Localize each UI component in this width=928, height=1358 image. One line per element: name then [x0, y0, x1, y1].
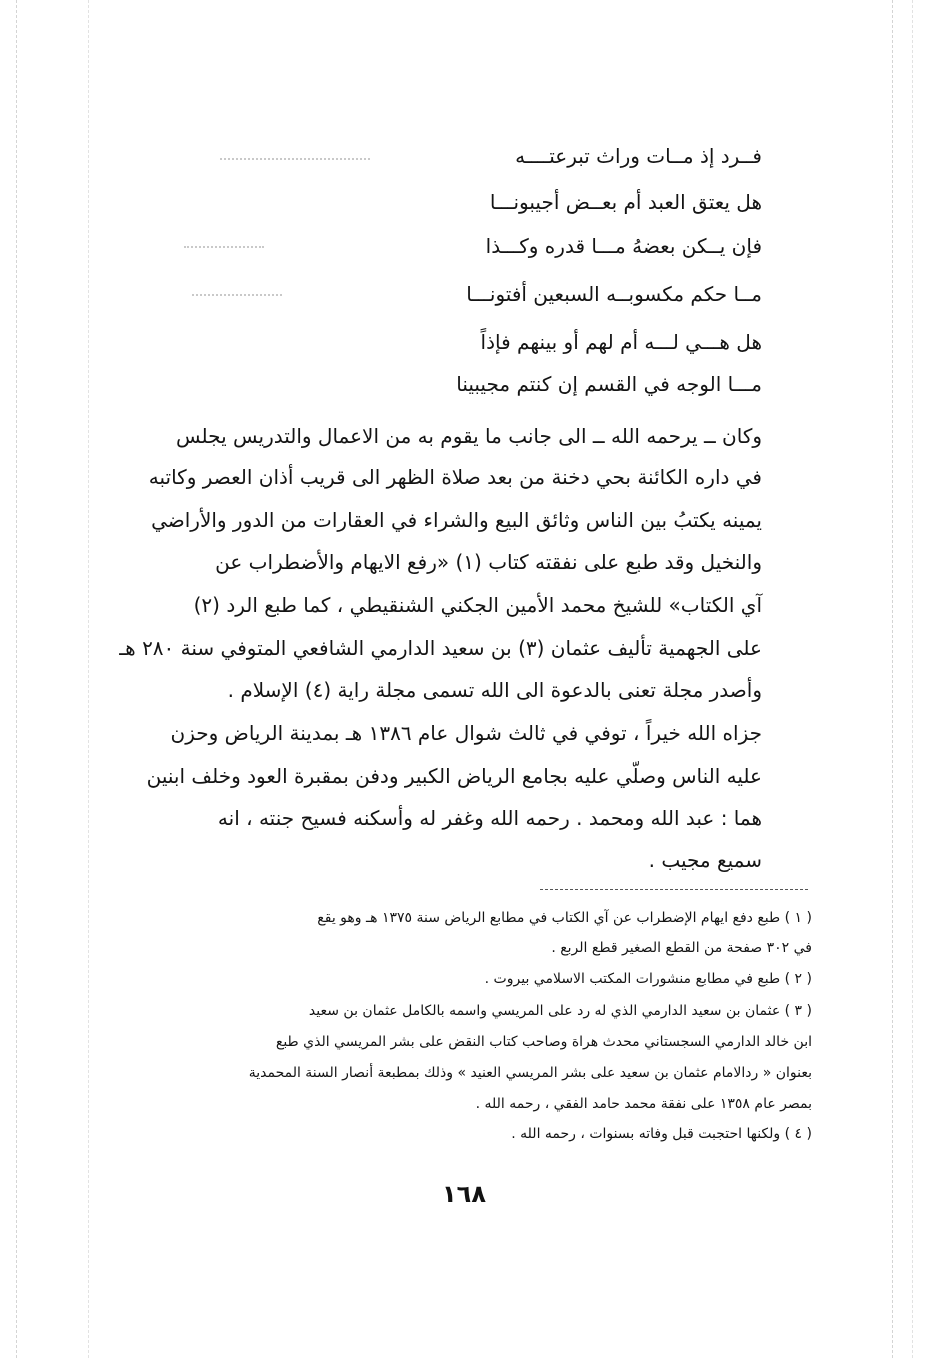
footnote-line: ( ١ ) طبع دفع ايهام الإضطراب عن آي الكتاب في مطابع الرياض سنة ١٣٧٥ هـ وهو يقع	[317, 910, 812, 926]
paragraph-line: في داره الكائنة بحي دخنة من بعد صلاة الظهر الى قريب أذان العصر وكاتبه	[148, 465, 762, 489]
footnote-line: ( ٢ ) طبع في مطابع منشورات المكتب الاسلامي بيروت .	[484, 971, 812, 987]
footnote-line: بعنوان « ردالامام عثمان بن سعيد على بشر المريسي العنيد » وذلك بمطبعة أنصار السنة المحمدية	[248, 1065, 812, 1081]
faded-text-trace	[220, 158, 370, 160]
footnote-line: بمصر عام ١٣٥٨ على نفقة محمد حامد الفقي ، رحمه الله .	[475, 1096, 812, 1112]
poem-line: هل يعتق العبد أم بعــض أجيبونـــا	[489, 190, 762, 214]
paragraph-line: وأصدر مجلة تعنى بالدعوة الى الله تسمى مجلة راية (٤) الإسلام .	[227, 678, 762, 702]
poem-line: فــرد إذ مــات وراث تبرعتــــه	[515, 144, 762, 168]
poem-line: هل هـــي لـــه أم لهم أو بينهم فإذاً	[480, 330, 762, 354]
footnote-line: ( ٣ ) عثمان بن سعيد الدارمي الذي له رد على المريسي واسمه بالكامل عثمان بن سعيد	[308, 1003, 812, 1019]
scan-guide-line	[912, 0, 913, 1358]
paragraph-line: آي الكتاب» للشيخ محمد الأمين الجكني الشنقيطي ، كما طبع الرد (٢)	[193, 593, 762, 617]
page-number: ١٦٨	[442, 1180, 486, 1208]
paragraph-line: على الجهمية تأليف عثمان (٣) بن سعيد الدارمي الشافعي المتوفي سنة ٢٨٠ هـ	[119, 636, 762, 660]
scan-guide-line	[16, 0, 17, 1358]
footnote-line: ( ٤ ) ولكنها احتجبت قبل وفاته بسنوات ، رحمه الله .	[511, 1126, 812, 1142]
footnote-line: في ٣٠٢ صفحة من القطع الصغير قطع الربع .	[551, 940, 812, 956]
paragraph-line: وكان ــ يرحمه الله ــ الى جانب ما يقوم به من الاعمال والتدريس يجلس	[176, 424, 762, 448]
paragraph-line: سميع مجيب .	[648, 848, 762, 872]
faded-text-trace	[184, 246, 264, 248]
paragraph-line: والنخيل وقد طبع على نفقته كتاب (١) «رفع الايهام والأضطراب عن	[215, 550, 762, 574]
footnote-line: ابن خالد الدارمي السجستاني محدث هراة وصاحب كتاب النقض على بشر المريسي الذي طبع	[275, 1034, 812, 1050]
scan-guide-line	[88, 0, 89, 1358]
poem-line: فإن يــكن بعضهُ مـــا قدره وكـــذا	[485, 234, 762, 258]
faded-text-trace	[192, 294, 282, 296]
footnote-divider	[540, 889, 808, 890]
scan-guide-line	[892, 0, 893, 1358]
paragraph-line: هما : عبد الله ومحمد . رحمه الله وغفر له وأسكنه فسيح جنته ، انه	[217, 806, 762, 830]
paragraph-line: جزاه الله خيراً ، توفي في ثالث شوال عام ١٣٨٦ هـ بمدينة الرياض وحزن	[170, 721, 762, 745]
paragraph-line: عليه الناس وصلّي عليه بجامع الرياض الكبير ودفن بمقبرة العود وخلف ابنين	[146, 764, 762, 788]
paragraph-line: يمينه يكتبُ بين الناس وثائق البيع والشراء في العقارات من الدور والأراضي	[151, 508, 762, 532]
poem-line: مــا حكم مكسوبــه السبعين أفتونـــا	[466, 282, 762, 306]
poem-line: مـــا الوجه في القسم إن كنتم مجيبينا	[456, 372, 762, 396]
